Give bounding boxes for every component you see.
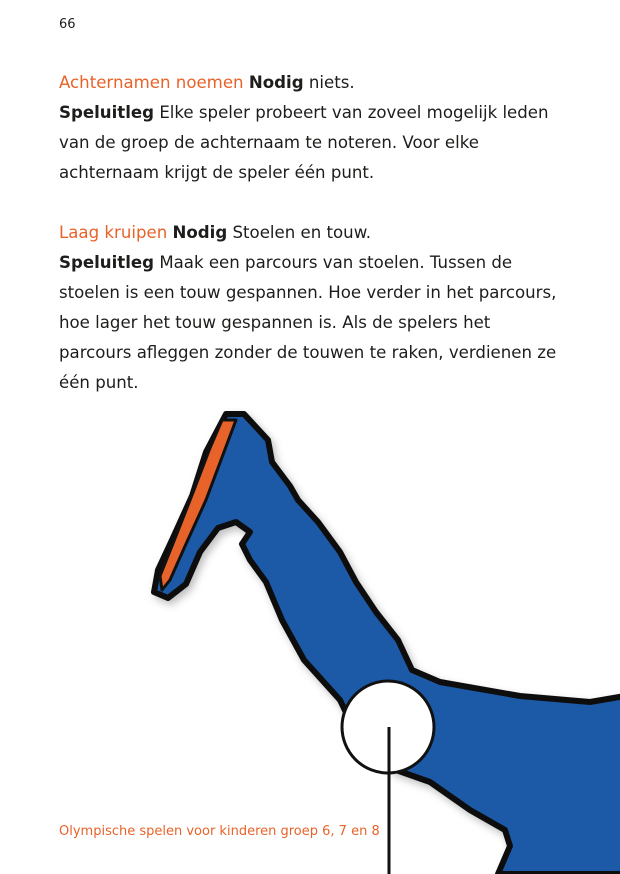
rules-label: Speluitleg <box>59 253 155 272</box>
rules-paragraph-2 <box>59 248 561 398</box>
limbo-leg-illustration <box>0 400 620 874</box>
page-number: 66 <box>59 17 76 32</box>
footer-text: Olympische spelen voor kinderen groep 6, 7 en 8 <box>59 824 380 839</box>
page-body <box>59 68 561 398</box>
game-title: Achternamen noemen <box>59 73 244 92</box>
rules-paragraph-1 <box>59 98 561 188</box>
needs-text: Stoelen en touw. <box>232 223 372 242</box>
rules-text: Maak een parcours van stoelen. Tussen de stoelen is een touw gespannen. Hoe verder in het parcours, hoe lager het touw gespannen is. Als de spelers het parcours afleggen zonder de touwen te raken, verdienen ze één punt. <box>59 253 557 392</box>
blue-leg-shape <box>154 414 620 874</box>
section-heading-2 <box>59 218 561 248</box>
needs-label: Nodig <box>172 223 228 242</box>
rules-label: Speluitleg <box>59 103 155 122</box>
section-gap <box>59 188 561 218</box>
section-heading-1 <box>59 68 561 98</box>
needs-label: Nodig <box>248 73 304 92</box>
needs-text: niets. <box>308 73 355 92</box>
game-title: Laag kruipen <box>59 223 168 242</box>
rules-text: Elke speler probeert van zoveel mogelijk leden van de groep de achternaam te noteren. Voor elke achternaam krijgt de speler één punt. <box>59 103 549 182</box>
